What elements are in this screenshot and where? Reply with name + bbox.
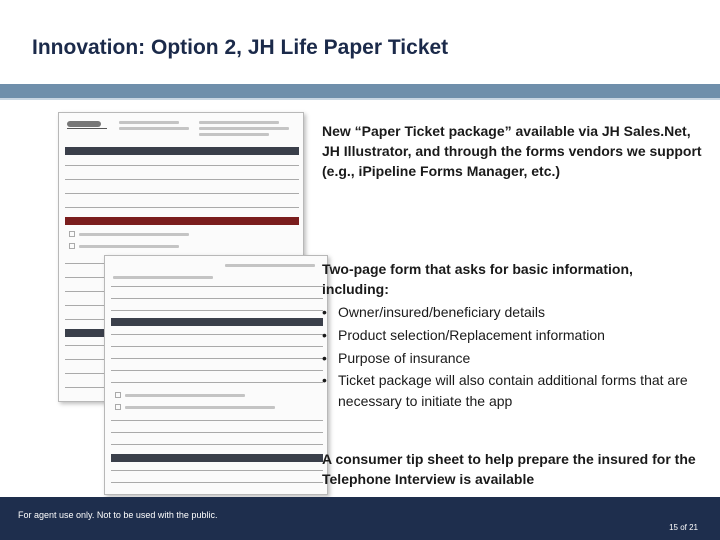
list-item: • Product selection/Replacement information bbox=[322, 324, 702, 347]
slide-title: Innovation: Option 2, JH Life Paper Ticket bbox=[32, 36, 449, 59]
tip-sheet-text bbox=[322, 449, 702, 489]
footer-disclaimer: For agent use only. Not to be used with the public. bbox=[18, 510, 218, 520]
list-item: • Purpose of insurance bbox=[322, 347, 702, 370]
form-details-block bbox=[322, 259, 702, 412]
form-details-list bbox=[322, 301, 702, 412]
list-item: • Ticket package will also contain additional forms that are necessary to initiate the app bbox=[322, 370, 702, 412]
footer-bar bbox=[0, 497, 720, 540]
jh-logo-icon bbox=[67, 119, 107, 129]
header-rule-line bbox=[0, 98, 720, 100]
package-availability-text: New “Paper Ticket package” available via JH Sales.Net, JH Illustrator, and through the forms vendors we support (e.g., iPipeline Forms Manager, etc.) bbox=[322, 123, 702, 179]
paper-ticket-form-page-2 bbox=[104, 255, 328, 495]
page-number: 15 of 21 bbox=[669, 523, 698, 532]
form-details-lead: Two-page form that asks for basic information, including: bbox=[322, 261, 633, 297]
list-item: • Owner/insured/beneficiary details bbox=[322, 301, 702, 324]
paper-ticket-package-text bbox=[322, 121, 702, 181]
tip-sheet-lead: A consumer tip sheet to help prepare the insured for the Telephone Interview is available bbox=[322, 451, 696, 487]
header-rule-bar bbox=[0, 84, 720, 98]
